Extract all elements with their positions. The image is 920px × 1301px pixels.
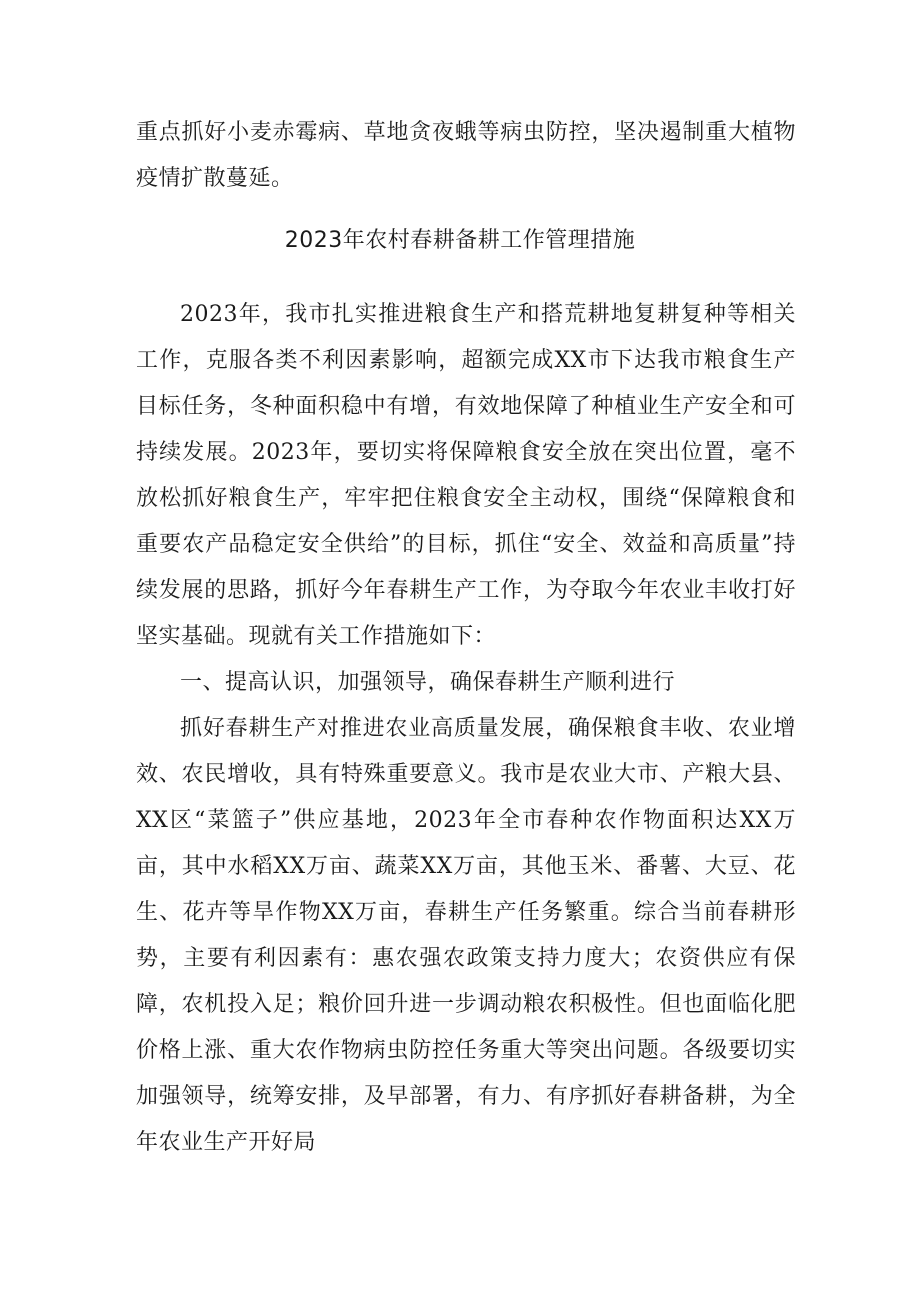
intro-paragraph: 2023年，我市扎实推进粮食生产和搭荒耕地复耕复种等相关工作，克服各类不利因素影响，超额完成XX市下达我市粮食生产目标任务，冬种面积稳中有增，有效地保障了种植业生产安全和可持续发展。2023年，要切实将保障粮食安全放在突出位置，毫不放松抓好粮食生产，牢牢把住粮食安全主动权，围绕“保障粮食和重要农产品稳定安全供给”的目标，抓住“安全、效益和高质量”持续发展的思路，抓好今年春耕生产工作，为夺取今年农业丰收打好坚实基础。现就有关工作措施如下： — [136, 302, 796, 649]
section-paragraph: 抓好春耕生产对推进农业高质量发展，确保粮食丰收、农业增效、农民增收，具有特殊重要意义。我市是农业大市、产粮大县、XX区“菜篮子”供应基地，2023年全市春种农作物面积达XX万亩，其中水稻XX万亩、蔬菜XX万亩，其他玉米、番薯、大豆、花生、花卉等旱作物XX万亩，春耕生产任务繁重。综合当前春耕形势，主要有利因素有：惠农强农政策支持力度大；农资供应有保障，农机投入足；粮价回升进一步调动粮农积极性。但也面临化肥价格上涨、重大农作物病虫防控任务重大等突出问题。各级要切实加强领导，统筹安排，及早部署，有力、有序抓好春耕备耕，为全年农业生产开好局 — [136, 716, 796, 1155]
lead-paragraph: 重点抓好小麦赤霉病、草地贪夜蛾等病虫防控，坚决遏制重大植物疫情扩散蔓延。 — [136, 120, 796, 191]
section-heading: 一、提高认识，加强领导，确保春耕生产顺利进行 — [180, 670, 676, 695]
document-body — [136, 292, 796, 1166]
document-title: 2023年农村春耕备耕工作管理措施 — [284, 228, 636, 253]
